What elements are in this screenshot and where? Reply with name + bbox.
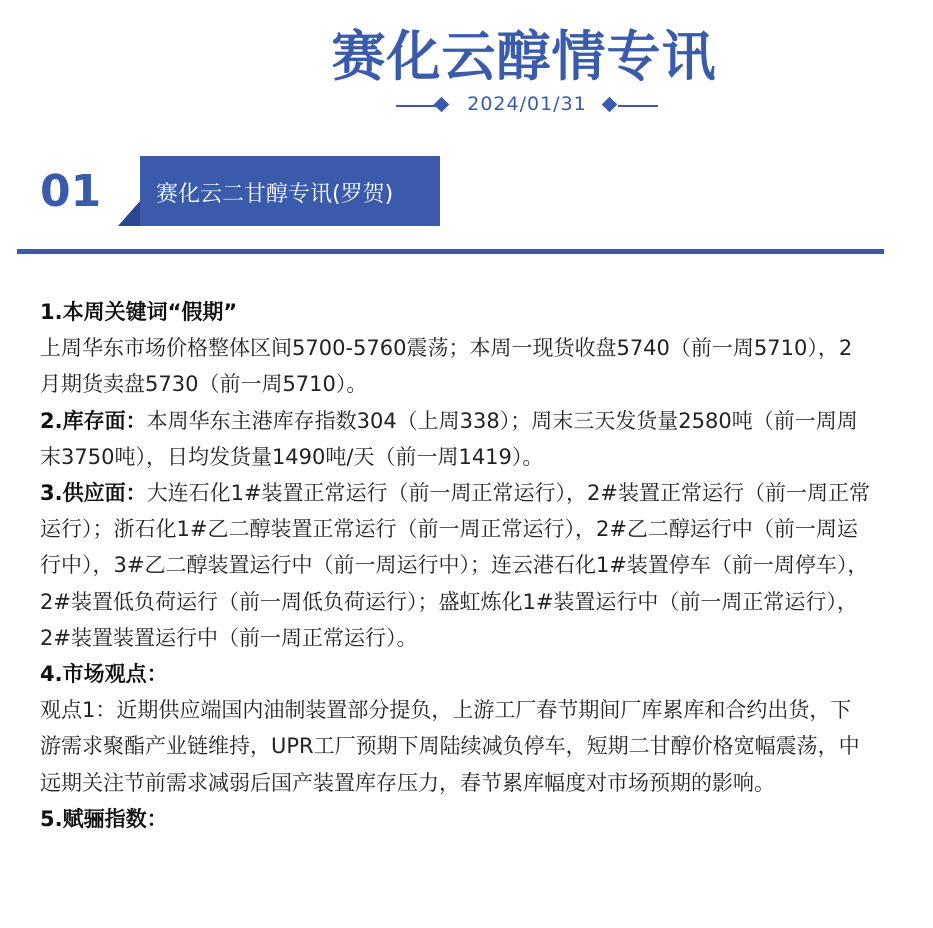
date-banner (396, 92, 658, 120)
supply-paragraph (40, 475, 870, 656)
inventory-label: 2.库存面： (40, 408, 147, 433)
section-ribbon (140, 156, 440, 226)
market-heading: 4.市场观点： (40, 662, 168, 687)
index-heading: 5.赋骊指数： (40, 806, 168, 831)
date-left-line (396, 105, 436, 107)
market-paragraph: 观点1：近期供应端国内油制装置部分提负，上游工厂春节期间厂库累库和合约出货，下游需求聚酯产业链维持，UPR工厂预期下周陆续减负停车，短期二甘醇价格宽幅震荡，中远期关注节前需求减弱后国产装置库存压力，春节累库幅度对市场预期的影响。 (40, 698, 860, 795)
keyword-paragraph (40, 294, 870, 330)
section-ribbon-fold (118, 201, 140, 226)
article-body (40, 294, 870, 837)
diamond-icon (602, 97, 618, 113)
section-divider (17, 249, 884, 254)
market-heading-paragraph (40, 656, 870, 692)
inventory-paragraph (40, 403, 870, 475)
index-heading-paragraph (40, 801, 870, 837)
section-number: 01 (40, 166, 102, 217)
date-right-line (618, 105, 658, 107)
diamond-icon (434, 97, 450, 113)
page-title: 赛化云醇情专讯 (331, 25, 717, 88)
keyword-heading: 1.本周关键词“假期” (40, 300, 238, 324)
inventory-text: 本周华东主港库存指数304（上周338）；周末三天发货量2580吨（前一周周末3750吨），日均发货量1490吨/天（前一周1419）。 (40, 408, 858, 469)
publish-date: 2024/01/31 (467, 93, 587, 115)
supply-label: 3.供应面： (40, 481, 147, 506)
price-paragraph: 上周华东市场价格整体区间5700-5760震荡；本周一现货收盘5740（前一周5710），2月期货卖盘5730（前一周5710）。 (40, 336, 853, 397)
supply-text: 大连石化1#装置正常运行（前一周正常运行），2#装置正常运行（前一周正常运行）；浙石化1#乙二醇装置正常运行（前一周正常运行），2#乙二醇运行中（前一周运行中），3#乙二醇装置运行中（前一周运行中）；连云港石化1#装置停车（前一周停车），2#装置低负荷运行（前一周低负荷运行）；盛虹炼化1#装置运行中（前一周正常运行），2#装置装置运行中（前一周正常运行）。 (40, 481, 871, 650)
section-title: 赛化云二甘醇专讯(罗贺) (156, 182, 394, 207)
